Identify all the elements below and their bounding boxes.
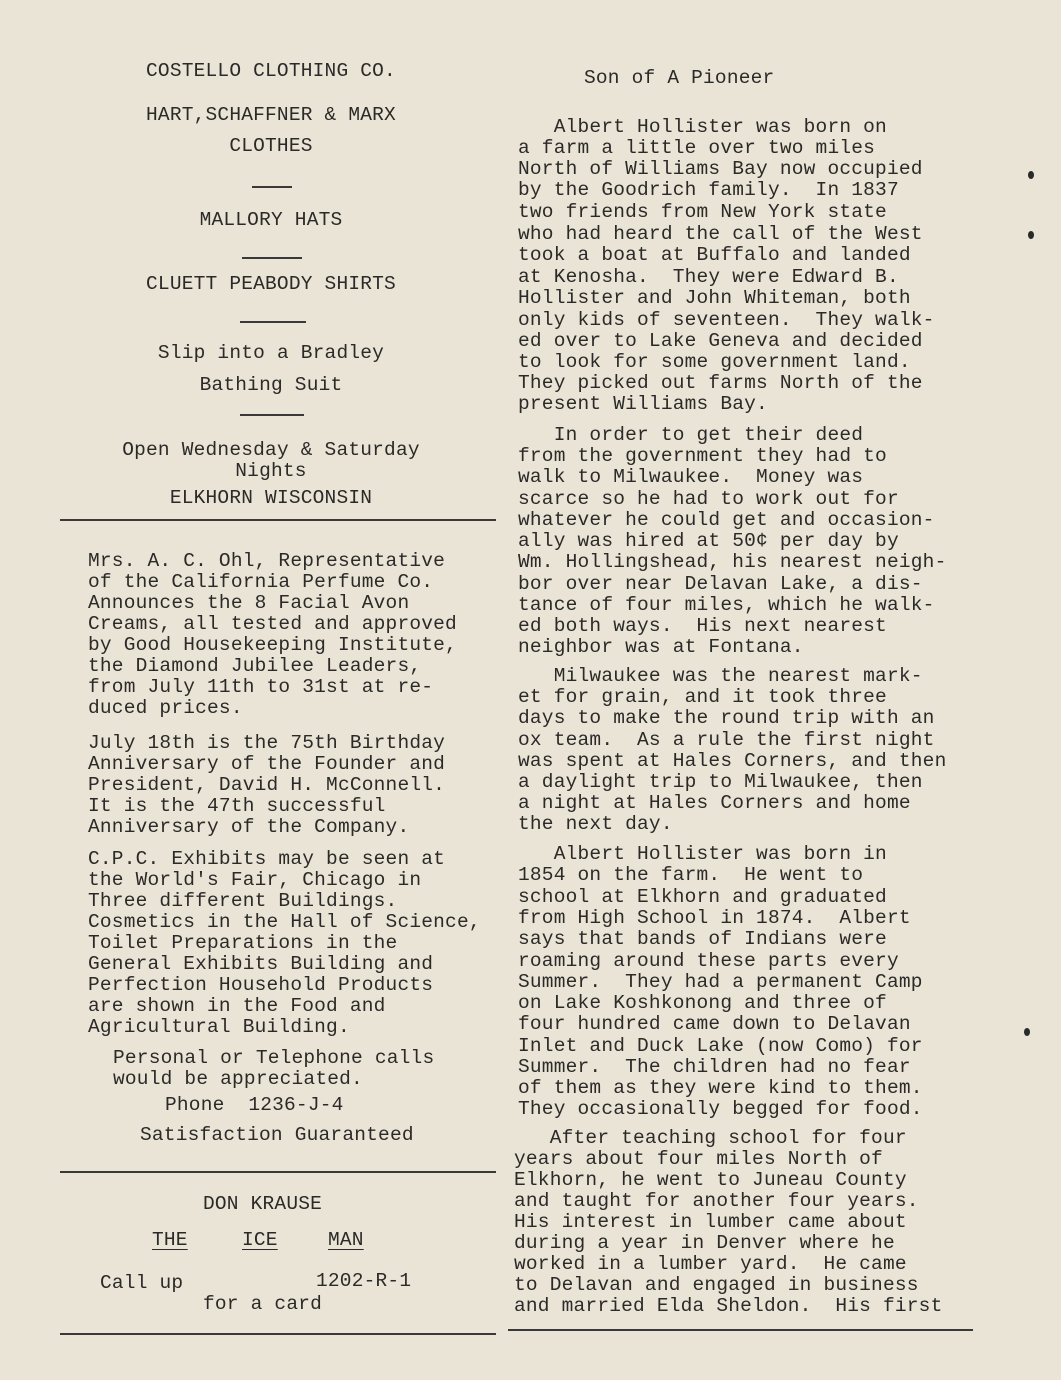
text-line: says that bands of Indians were — [518, 928, 887, 950]
bottom-divider — [60, 1333, 496, 1335]
text-line: was spent at Hales Corners, and then — [518, 750, 947, 772]
calls-line-2: would be appreciated. — [113, 1068, 363, 1090]
text-line: days to make the round trip with an — [518, 707, 935, 729]
text-line: by Good Housekeeping Institute, — [88, 634, 457, 656]
text-line: and married Elda Sheldon. His first — [514, 1295, 943, 1317]
text-line: four hundred came down to Delavan — [518, 1013, 911, 1035]
man-word: MAN — [328, 1229, 364, 1251]
text-line: worked in a lumber yard. He came — [514, 1253, 907, 1275]
short-divider — [240, 414, 304, 416]
hours-line-1: Open Wednesday & Saturday — [122, 439, 420, 461]
text-line: They picked out farms North of the — [518, 372, 923, 394]
text-line: scarce so he had to work out for — [518, 488, 899, 510]
text-line: Anniversary of the Founder and — [88, 753, 446, 775]
calls-line-1: Personal or Telephone calls — [113, 1047, 435, 1069]
text-line: Milwaukee was the nearest mark- — [518, 665, 923, 687]
text-line: General Exhibits Building and — [88, 953, 434, 975]
text-line: Cosmetics in the Hall of Science, — [88, 911, 481, 933]
text-line: Summer. The children had no fear — [518, 1056, 911, 1078]
call-number: 1202-R-1 — [316, 1270, 412, 1292]
text-line: on Lake Koshkonong and three of — [518, 992, 887, 1014]
guarantee-line: Satisfaction Guaranteed — [140, 1124, 414, 1146]
text-line: are shown in the Food and — [88, 995, 386, 1017]
bradley-line-2: Bathing Suit — [199, 374, 343, 396]
hours-line-2: Nights — [235, 460, 307, 482]
article-title: Son of A Pioneer — [584, 67, 775, 89]
text-line: et for grain, and it took three — [518, 686, 887, 708]
text-line: from July 11th to 31st at re- — [88, 676, 434, 698]
short-divider — [240, 321, 306, 323]
text-line: years about four miles North of — [514, 1148, 883, 1170]
text-line: Announces the 8 Facial Avon — [88, 592, 410, 614]
company-name: COSTELLO CLOTHING CO. — [146, 60, 396, 82]
text-line: at Kenosha. They were Edward B. — [518, 266, 899, 288]
paper-speck — [1028, 231, 1034, 239]
text-line: tance of four miles, which he walk- — [518, 594, 935, 616]
text-line: ox team. As a rule the first night — [518, 729, 935, 751]
text-line: from High School in 1874. Albert — [518, 907, 911, 929]
text-line: walk to Milwaukee. Money was — [518, 466, 864, 488]
the-word: THE — [152, 1229, 188, 1251]
ice-man-name: DON KRAUSE — [203, 1193, 323, 1215]
paper-speck — [1024, 1028, 1030, 1036]
text-line: roaming around these parts every — [518, 950, 899, 972]
text-line: Albert Hollister was born on — [518, 116, 887, 138]
text-line: during a year in Denver where he — [514, 1232, 895, 1254]
short-divider — [242, 257, 302, 259]
bottom-divider — [508, 1329, 973, 1331]
text-line: duced prices. — [88, 697, 243, 719]
text-line: of them as they were kind to them. — [518, 1077, 923, 1099]
text-line: July 18th is the 75th Birthday — [88, 732, 446, 754]
text-line: Three different Buildings. — [88, 890, 398, 912]
text-line: Agricultural Building. — [88, 1016, 350, 1038]
text-line: neighbor was at Fontana. — [518, 636, 804, 658]
text-line: Inlet and Duck Lake (now Como) for — [518, 1035, 923, 1057]
text-line: took a boat at Buffalo and landed — [518, 244, 911, 266]
text-line: present Williams Bay. — [518, 393, 768, 415]
shirts-line: CLUETT PEABODY SHIRTS — [146, 273, 396, 295]
text-line: President, David H. McConnell. — [88, 774, 446, 796]
text-line: After teaching school for four — [514, 1127, 907, 1149]
text-line: His interest in lumber came about — [514, 1211, 907, 1233]
text-line: who had heard the call of the West — [518, 223, 923, 245]
text-line: It is the 47th successful — [88, 795, 386, 817]
text-line: of the California Perfume Co. — [88, 571, 434, 593]
text-line: Anniversary of the Company. — [88, 816, 410, 838]
text-line: a daylight trip to Milwaukee, then — [518, 771, 923, 793]
paper-speck — [1028, 171, 1034, 179]
text-line: ally was hired at 50¢ per day by — [518, 530, 899, 552]
text-line: North of Williams Bay now occupied — [518, 158, 923, 180]
phone-line: Phone 1236-J-4 — [165, 1094, 344, 1116]
text-line: the next day. — [518, 813, 673, 835]
text-line: from the government they had to — [518, 445, 887, 467]
text-line: Hollister and John Whiteman, both — [518, 287, 911, 309]
text-line: a night at Hales Corners and home — [518, 792, 911, 814]
location-line: ELKHORN WISCONSIN — [169, 487, 373, 509]
text-line: Mrs. A. C. Ohl, Representative — [88, 550, 446, 572]
text-line: two friends from New York state — [518, 201, 887, 223]
text-line: Wm. Hollingshead, his nearest neigh- — [518, 551, 947, 573]
text-line: the Diamond Jubilee Leaders, — [88, 655, 422, 677]
hats-line: MALLORY HATS — [199, 209, 343, 231]
text-line: Creams, all tested and approved — [88, 613, 457, 635]
text-line: Elkhorn, he went to Juneau County — [514, 1169, 907, 1191]
text-line: Perfection Household Products — [88, 974, 434, 996]
text-line: only kids of seventeen. They walk- — [518, 309, 935, 331]
text-line: They occasionally begged for food. — [518, 1098, 923, 1120]
card-line: for a card — [203, 1293, 323, 1315]
text-line: ed over to Lake Geneva and decided — [518, 330, 923, 352]
text-line: by the Goodrich family. In 1837 — [518, 179, 899, 201]
bradley-line-1: Slip into a Bradley — [157, 342, 385, 364]
text-line: Toilet Preparations in the — [88, 932, 398, 954]
text-line: Albert Hollister was born in — [518, 843, 887, 865]
short-divider — [252, 186, 292, 188]
text-line: and taught for another four years. — [514, 1190, 919, 1212]
text-line: ed both ways. His next nearest — [518, 615, 887, 637]
brand-line-1: HART,SCHAFFNER & MARX — [146, 104, 396, 126]
text-line: whatever he could get and occasion- — [518, 509, 935, 531]
ice-word: ICE — [242, 1229, 278, 1251]
text-line: C.P.C. Exhibits may be seen at — [88, 848, 446, 870]
text-line: a farm a little over two miles — [518, 137, 876, 159]
text-line: school at Elkhorn and graduated — [518, 886, 887, 908]
text-line: bor over near Delavan Lake, a dis- — [518, 573, 923, 595]
section-divider — [60, 519, 496, 521]
text-line: 1854 on the farm. He went to — [518, 864, 864, 886]
text-line: In order to get their deed — [518, 424, 864, 446]
text-line: the World's Fair, Chicago in — [88, 869, 422, 891]
text-line: to look for some government land. — [518, 351, 911, 373]
text-line: Summer. They had a permanent Camp — [518, 971, 923, 993]
text-line: to Delavan and engaged in business — [514, 1274, 919, 1296]
call-up-label: Call up — [100, 1272, 184, 1294]
section-divider — [60, 1171, 496, 1173]
brand-line-2: CLOTHES — [229, 135, 313, 157]
